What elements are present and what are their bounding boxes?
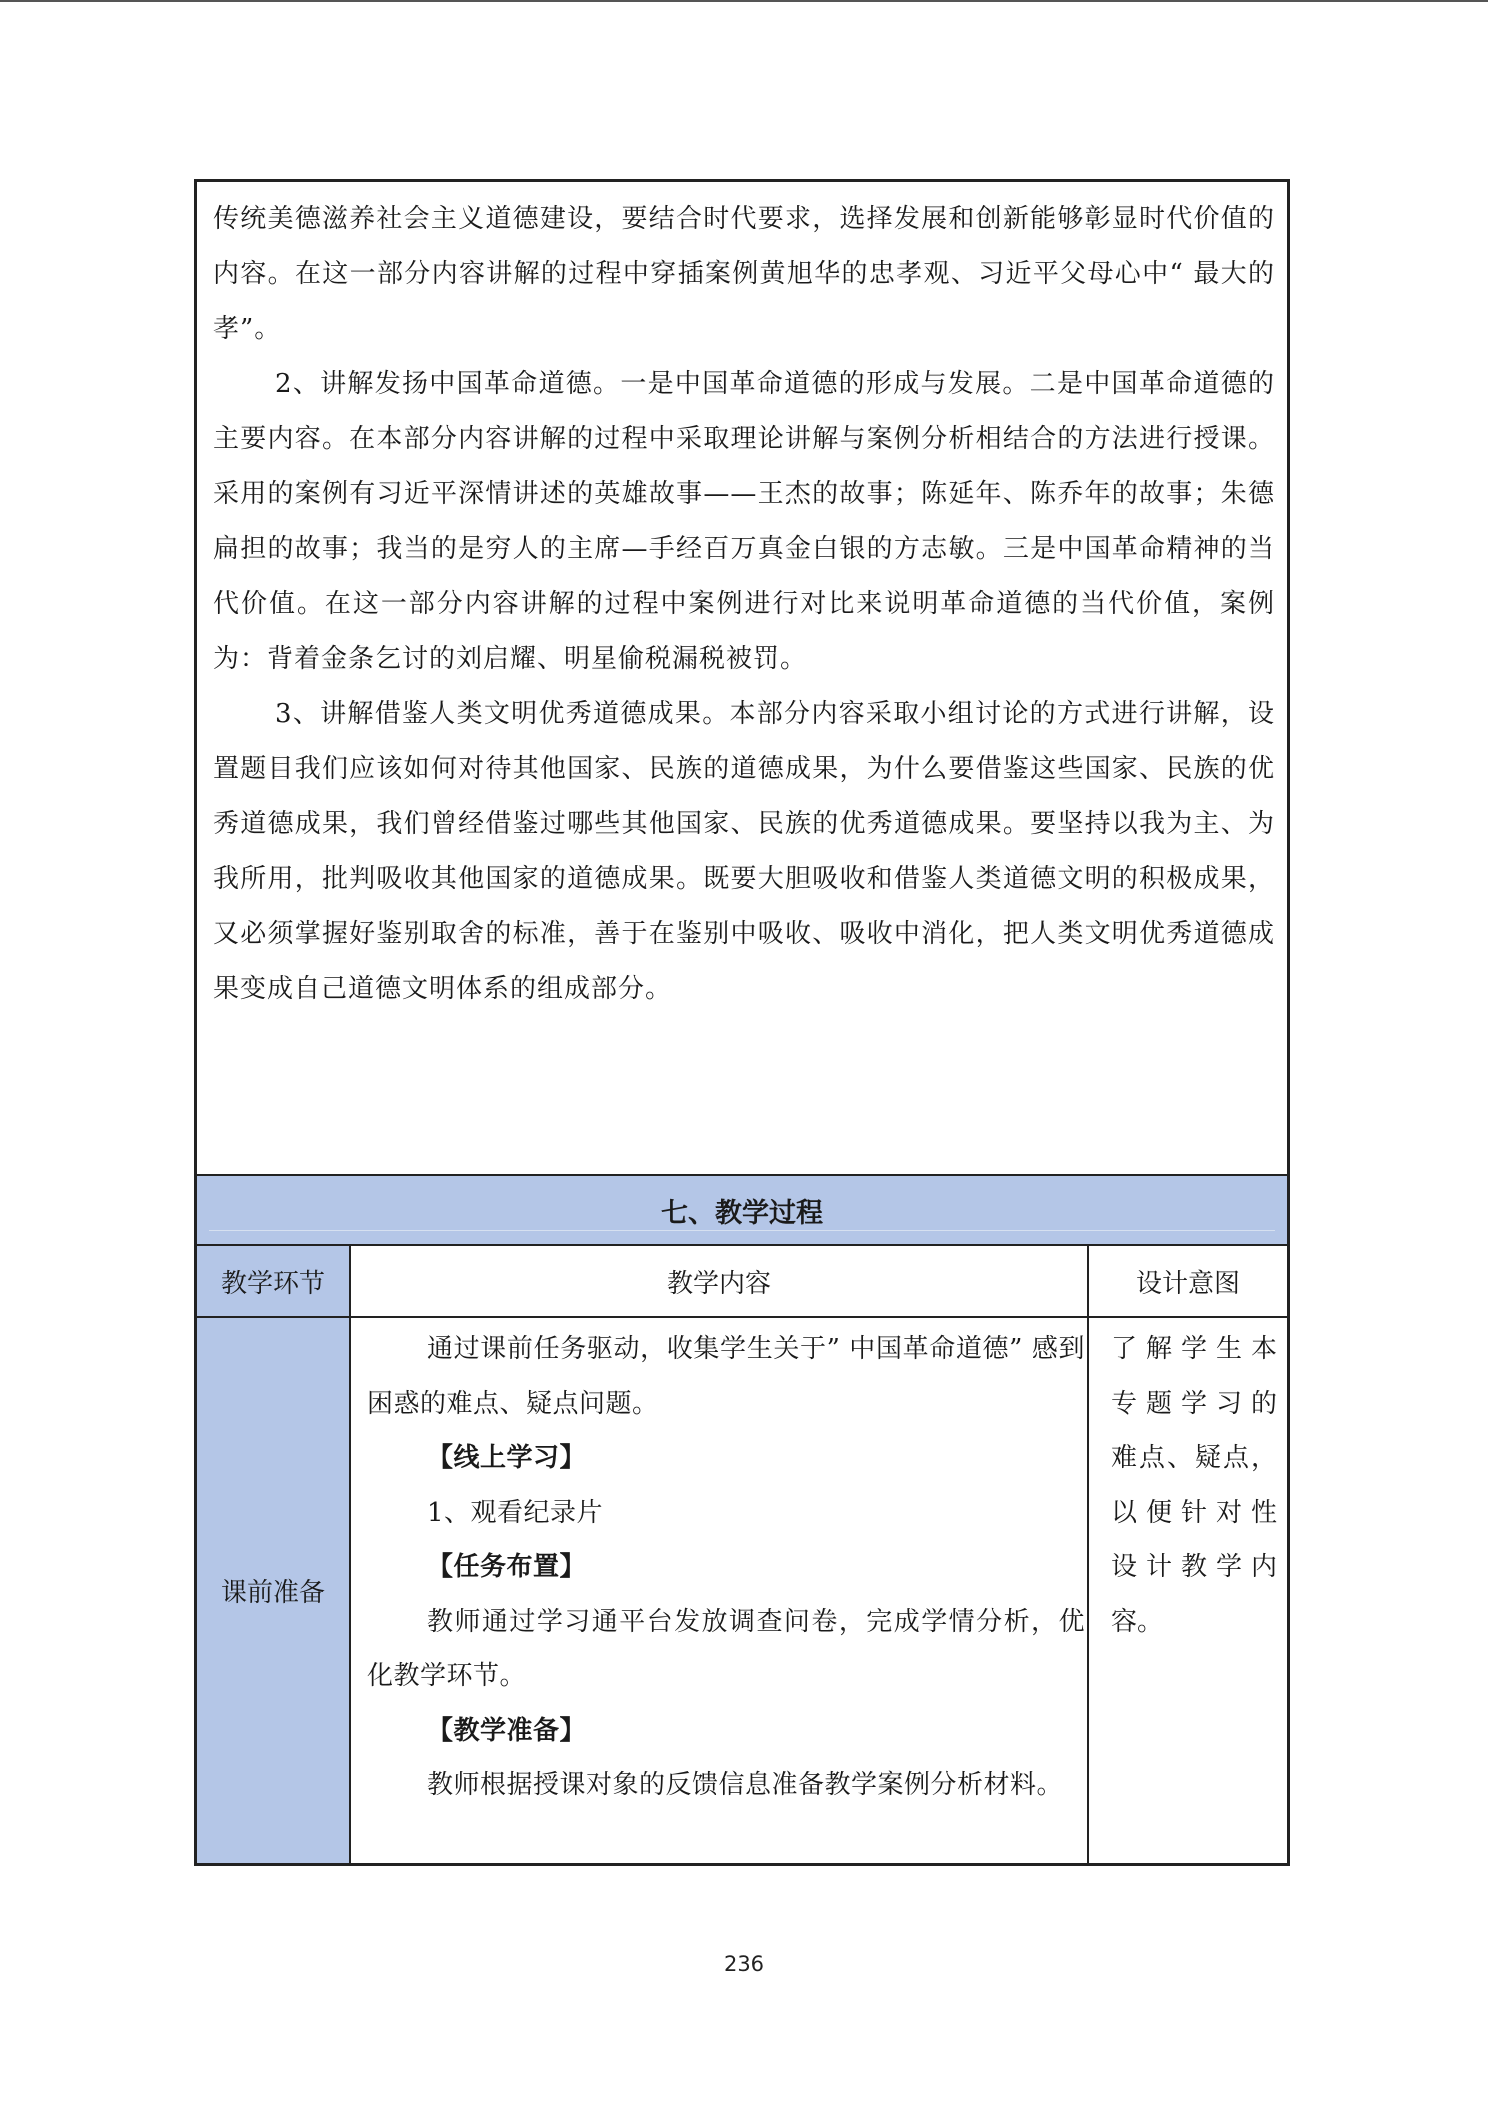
paragraph-revolutionary-morality: 2、讲解发扬中国革命道德。一是中国革命道德的形成与发展。二是中国革命道德的主要内容。在本部分内容讲解的过程中采取理论讲解与案例分析相结合的方法进行授课。采用的案例有习近平深情讲述的英雄故事——王杰的故事；陈延年、陈乔年的故事；朱德扁担的故事；我当的是穷人的主席—手经百万真金白银的方志敏。三是中国革命精神的当代价值。在这一部分内容讲解的过程中案例进行对比来说明革命道德的当代价值，案例为：背着金条乞讨的刘启耀、明星偷税漏税被罚。 — [213, 369, 1275, 674]
header-content — [351, 1246, 1087, 1316]
online-learning-title: 【线上学习】 — [427, 1443, 587, 1473]
column-divider — [349, 1246, 351, 1863]
row-divider — [197, 1316, 1287, 1318]
content-intro: 通过课前任务驱动，收集学生关于” 中国革命道德” 感到困惑的难点、疑点问题。 — [367, 1334, 1085, 1419]
online-learning-item: 1、观看纪录片 — [427, 1497, 604, 1528]
design-intent-cell — [1111, 1322, 1277, 1649]
section-title — [197, 1174, 1287, 1246]
paragraph-human-civilization: 3、讲解借鉴人类文明优秀道德成果。本部分内容采取小组讨论的方式进行讲解，设置题目我们应该如何对待其他国家、民族的道德成果，为什么要借鉴这些国家、民族的优秀道德成果，我们曾经借鉴过哪些其他国家、民族的优秀道德成果。要坚持以我为主、为我所用，批判吸收其他国家的道德成果。既要大胆吸收和借鉴人类道德文明的积极成果，又必须掌握好鉴别取舍的标准，善于在鉴别中吸收、吸收中消化，把人类文明优秀道德成果变成自己道德文明体系的组成部分。 — [213, 699, 1275, 1004]
design-line: 容。 — [1111, 1606, 1164, 1637]
header-stage — [197, 1246, 349, 1316]
task-title: 【任务布置】 — [427, 1552, 587, 1582]
page-number: 236 — [723, 1952, 765, 1976]
header-design-label: 设计意图 — [1135, 1268, 1240, 1299]
stage-cell — [197, 1318, 349, 1863]
teaching-content-text — [213, 192, 1275, 1017]
design-line: 了解学生本 — [1111, 1334, 1277, 1364]
section-title-text: 七、教学过程 — [661, 1197, 823, 1229]
design-line: 难点、疑点， — [1111, 1443, 1277, 1473]
prep-title: 【教学准备】 — [427, 1715, 587, 1746]
design-line: 专题学习的 — [1111, 1388, 1277, 1419]
column-divider — [1087, 1246, 1089, 1863]
header-stage-label: 教学环节 — [220, 1268, 325, 1299]
content-cell — [367, 1322, 1085, 1813]
header-divider — [209, 1230, 1275, 1231]
lesson-plan-table — [194, 179, 1290, 1866]
page-top-rule — [0, 0, 1488, 2]
design-line: 以便针对性 — [1111, 1497, 1277, 1528]
paragraph-traditional-virtue: 传统美德滋养社会主义道德建设，要结合时代要求，选择发展和创新能够彰显时代价值的内容。在这一部分内容讲解的过程中穿插案例黄旭华的忠孝观、习近平父母心中“ 最大的孝”。 — [213, 204, 1275, 344]
design-line: 设计教学内 — [1111, 1552, 1277, 1582]
header-design — [1089, 1246, 1287, 1316]
prep-text: 教师根据授课对象的反馈信息准备教学案例分析材料。 — [427, 1770, 1064, 1800]
task-text: 教师通过学习通平台发放调查问卷，完成学情分析，优化教学环节。 — [367, 1606, 1085, 1691]
stage-label: 课前准备 — [220, 1578, 325, 1608]
header-content-label: 教学内容 — [666, 1268, 771, 1299]
